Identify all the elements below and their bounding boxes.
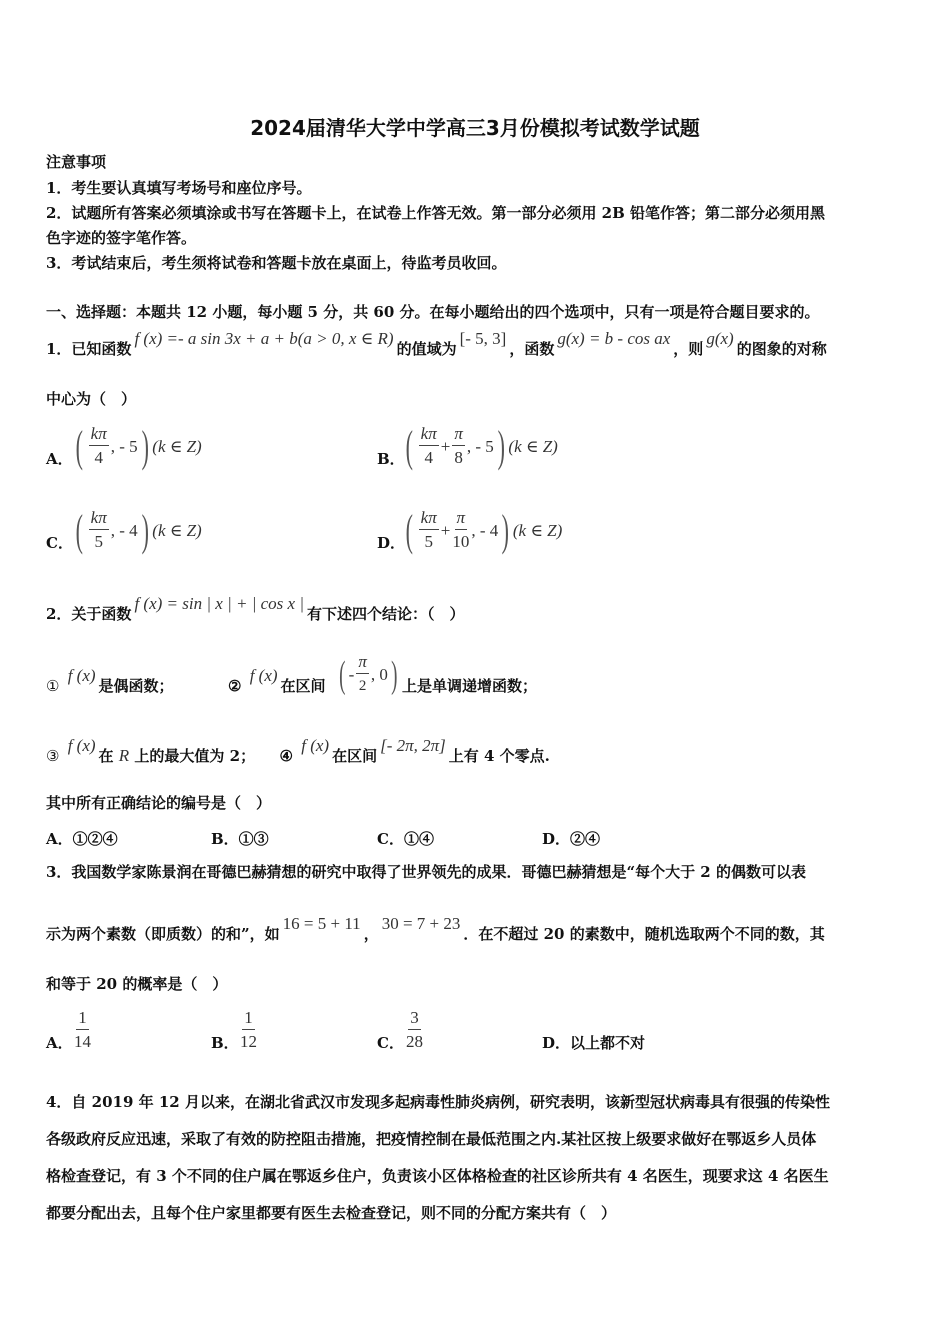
question-4-line: 各级政府反应迅速，采取了有效的防控阻击措施，把疫情控制在最低范围之内.某社区按上级要求做好在鄂返乡人员体 xyxy=(46,1130,817,1148)
notice-heading: 注意事项 xyxy=(46,153,107,171)
option-a-label: A． xyxy=(46,1034,73,1052)
option-b-math: ( $\frac{k\pi}{4}$ + $\frac{\pi}{8}$ , - 5 ) (k ∈ Z) xyxy=(405,421,558,471)
notice-item: 3．考试结束后，考生须将试卷和答题卡放在桌面上，待监考员收回。 xyxy=(46,254,507,272)
option-d: D．以上都不对 xyxy=(542,1034,646,1052)
question-3-stem: 3．我国数学家陈景润在哥德巴赫猜想的研究中取得了世界领先的成果．哥德巴赫猜想是“每个大于 2 的偶数可以表 xyxy=(46,863,806,881)
option-c-math: ( $\frac{k\pi}{5}$ , - 4 ) (k ∈ Z) xyxy=(75,505,202,555)
question-2-ask: 其中所有正确结论的编号是（ ） xyxy=(46,794,272,812)
statement-2-tail: 上是单调递增函数； xyxy=(402,677,538,695)
math-g: g(x) xyxy=(706,329,734,348)
math-f2-def: f (x) = sin | x | + | cos x | xyxy=(134,594,305,613)
exam-title: 2024届清华大学中学高三3月份模拟考试数学试题 xyxy=(250,116,700,140)
question-2-stem: 2．关于函数f (x) = sin | x | + | cos x |有下述四个结论：（ ） xyxy=(46,594,465,623)
notice-item: 2．试题所有答案必须填涂或书写在答题卡上，在试卷上作答无效。第一部分必须用 2B 铅笔作答；第二部分必须用黑 xyxy=(46,204,826,222)
math-16: 16 = 5 + 11 xyxy=(282,914,361,933)
math-30: 30 = 7 + 23 xyxy=(381,914,461,933)
option-c-label: C． xyxy=(46,534,73,552)
option-a-math: ( $\frac{k\pi}{4}$ , - 5 ) (k ∈ Z) xyxy=(75,421,202,471)
statement-1-2: ① f (x)是偶函数； ② f (x)在区间 xyxy=(46,666,326,695)
question-1-stem-cont: 中心为（ ） xyxy=(46,390,137,408)
question-3-stem-3: 和等于 20 的概率是（ ） xyxy=(46,975,228,993)
math-range: [- 5, 3] xyxy=(459,329,507,348)
option-c-frac: $\frac{3}{28}$ xyxy=(406,1008,423,1051)
option-a: A．①②④ xyxy=(46,830,118,848)
question-4-line: 都要分配出去，且每个住户家里都要有医生去检查登记，则不同的分配方案共有（ ） xyxy=(46,1204,617,1222)
option-c: C．①④ xyxy=(377,830,434,848)
math-interval-2pi: [- 2π, 2π] xyxy=(380,736,446,755)
notice-item: 1．考生要认真填写考场号和座位序号。 xyxy=(46,179,312,197)
question-4-line: 格检查登记，有 3 个不同的住户属在鄂返乡住户，负责该小区体格检查的社区诊所共有 4 名医生，现要求这 4 名医生 xyxy=(46,1167,829,1185)
option-a-label: A． xyxy=(46,450,73,468)
option-d: D．②④ xyxy=(542,830,601,848)
option-b-frac: $\frac{1}{12}$ xyxy=(240,1008,257,1051)
question-4-line: 4．自 2019 年 12 月以来，在湖北省武汉市发现多起病毒性肺炎病例，研究表明，该新型冠状病毒具有很强的传染性 xyxy=(46,1093,830,1111)
math-g-def: g(x) = b - cos ax xyxy=(557,329,671,348)
option-b: B．①③ xyxy=(211,830,269,848)
option-c-label: C． xyxy=(377,1034,404,1052)
option-b-label: B． xyxy=(377,450,405,468)
math-interval-neg-pi-half: ( - $\frac{\pi}{2}$ , 0 ) xyxy=(339,652,398,696)
question-1-stem: 1．已知函数f (x) =- a sin 3x + a + b(a > 0, x ∈ R)的值域为[- 5, 3]，函数g(x) = b - cos ax，则g(x)的图象的对称 xyxy=(46,329,827,358)
notice-item: 色字迹的签字笔作答。 xyxy=(46,229,197,247)
question-3-stem-2: 示为两个素数（即质数）的和”，如16 = 5 + 11，30 = 7 + 23．在不超过 20 的素数中，随机选取两个不同的数，其 xyxy=(46,914,825,943)
option-d-label: D． xyxy=(377,534,406,552)
option-a-frac: $\frac{1}{14}$ xyxy=(74,1008,91,1051)
option-b-label: B． xyxy=(211,1034,239,1052)
statement-3-4: ③ f (x)在 R 上的最大值为 2； ④ f (x)在区间[- 2π, 2π]上有 4 个零点. xyxy=(46,736,550,765)
option-d-math: ( $\frac{k\pi}{5}$ + $\frac{\pi}{10}$ , - 4 ) (k ∈ Z) xyxy=(405,505,563,555)
math-f-def: f (x) =- a sin 3x + a + b(a > 0, x ∈ R) xyxy=(134,329,394,348)
section-heading: 一、选择题：本题共 12 小题，每小题 5 分，共 60 分。在每小题给出的四个选项中，只有一项是符合题目要求的。 xyxy=(46,303,820,321)
